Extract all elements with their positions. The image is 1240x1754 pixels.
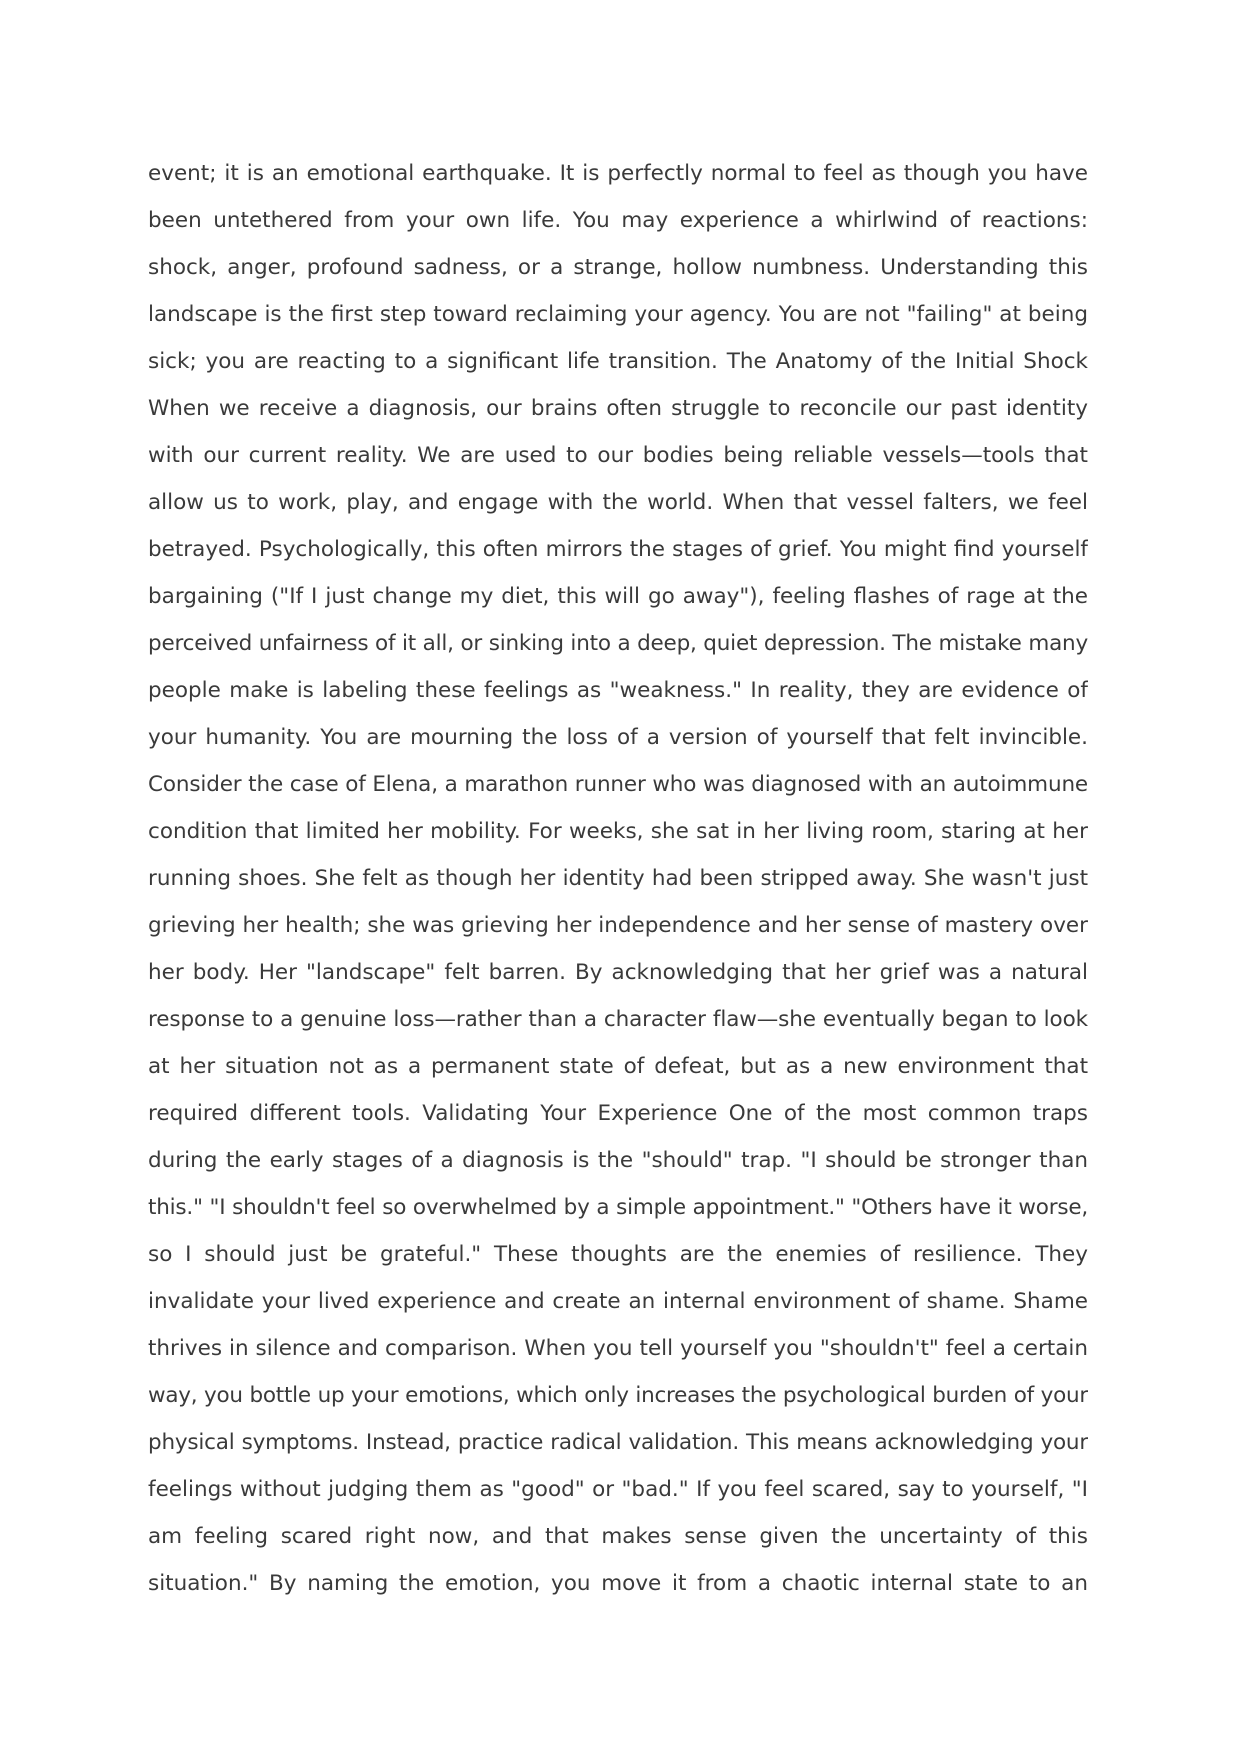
text-line: When we receive a diagnosis, our brains often struggle to reconcile our past identity bbox=[148, 396, 1088, 421]
text-line: condition that limited her mobility. For weeks, she sat in her living room, staring at her bbox=[148, 819, 1088, 844]
text-line: event; it is an emotional earthquake. It is perfectly normal to feel as though you have bbox=[148, 161, 1088, 186]
text-line: thrives in silence and comparison. When you tell yourself you "shouldn't" feel a certain bbox=[148, 1336, 1088, 1361]
text-line: at her situation not as a permanent state of defeat, but as a new environment that bbox=[148, 1054, 1088, 1079]
text-line: am feeling scared right now, and that makes sense given the uncertainty of this bbox=[148, 1524, 1088, 1549]
text-line: way, you bottle up your emotions, which only increases the psychological burden of your bbox=[148, 1383, 1088, 1408]
text-line: feelings without judging them as "good" or "bad." If you feel scared, say to yourself, "I bbox=[148, 1477, 1088, 1502]
text-line: so I should just be grateful." These thoughts are the enemies of resilience. They bbox=[148, 1242, 1088, 1267]
text-line: betrayed. Psychologically, this often mirrors the stages of grief. You might find yourself bbox=[148, 537, 1088, 562]
text-line: during the early stages of a diagnosis is the "should" trap. "I should be stronger than bbox=[148, 1148, 1088, 1173]
text-line: Consider the case of Elena, a marathon runner who was diagnosed with an autoimmune bbox=[148, 772, 1088, 797]
body-text bbox=[148, 150, 1088, 1607]
text-line: bargaining ("If I just change my diet, this will go away"), feeling flashes of rage at the bbox=[148, 584, 1088, 609]
text-line: your humanity. You are mourning the loss of a version of yourself that felt invincible. bbox=[148, 725, 1088, 750]
text-line: perceived unfairness of it all, or sinking into a deep, quiet depression. The mistake many bbox=[148, 631, 1088, 656]
text-line: landscape is the first step toward reclaiming your agency. You are not "failing" at being bbox=[148, 302, 1088, 327]
text-line: shock, anger, profound sadness, or a strange, hollow numbness. Understanding this bbox=[148, 255, 1088, 280]
text-line: with our current reality. We are used to our bodies being reliable vessels—tools that bbox=[148, 443, 1088, 468]
text-line: situation." By naming the emotion, you move it from a chaotic internal state to an bbox=[148, 1571, 1088, 1596]
text-line: required different tools. Validating Your Experience One of the most common traps bbox=[148, 1101, 1088, 1126]
text-line: allow us to work, play, and engage with the world. When that vessel falters, we feel bbox=[148, 490, 1088, 515]
text-line: response to a genuine loss—rather than a character flaw—she eventually began to look bbox=[148, 1007, 1088, 1032]
text-line: people make is labeling these feelings as "weakness." In reality, they are evidence of bbox=[148, 678, 1088, 703]
text-line: sick; you are reacting to a significant life transition. The Anatomy of the Initial Shock bbox=[148, 349, 1088, 374]
text-line: been untethered from your own life. You may experience a whirlwind of reactions: bbox=[148, 208, 1088, 233]
text-line: physical symptoms. Instead, practice radical validation. This means acknowledging your bbox=[148, 1430, 1088, 1455]
text-line: grieving her health; she was grieving her independence and her sense of mastery over bbox=[148, 913, 1088, 938]
text-line: running shoes. She felt as though her identity had been stripped away. She wasn't just bbox=[148, 866, 1088, 891]
text-line: her body. Her "landscape" felt barren. By acknowledging that her grief was a natural bbox=[148, 960, 1088, 985]
text-line: invalidate your lived experience and create an internal environment of shame. Shame bbox=[148, 1289, 1088, 1314]
text-line: this." "I shouldn't feel so overwhelmed by a simple appointment." "Others have it worse, bbox=[148, 1195, 1088, 1220]
